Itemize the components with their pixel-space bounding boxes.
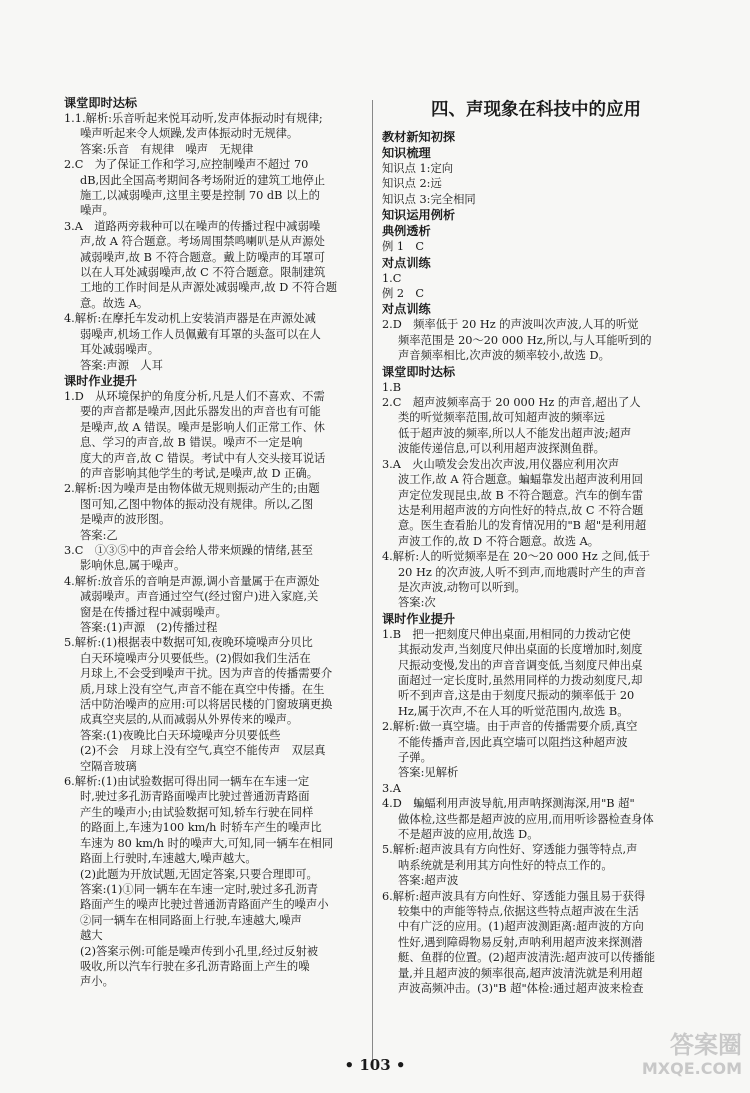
text-line: 4.D 蝙蝠利用声波导航,用声呐探测海深,用"B 超" xyxy=(382,797,635,811)
section-heading: 课堂即时达标 xyxy=(382,364,456,379)
text-line: 子弹。 xyxy=(398,751,432,764)
text-line: 2.解析:做一真空墙。由于声音的传播需要介质,真空 xyxy=(382,720,638,734)
text-line: 是噪声的波形图。 xyxy=(80,513,171,527)
section-heading: 教材新知初探 xyxy=(382,130,456,144)
text-line: 3.A 火山喷发会发出次声波,用仪器应利用次声 xyxy=(382,457,620,471)
text-line: 5.解析:超声波具有方向性好、穿透能力强等特点,声 xyxy=(382,843,638,857)
text-line: 答案:(1)①同一辆车在车速一定时,驶过多孔沥青 xyxy=(80,882,319,896)
text-line: 3.A xyxy=(382,781,401,795)
text-line: 答案:乐音 有规律 噪声 无规律 xyxy=(80,142,254,156)
text-line: 弱噪声,机场工作人员佩戴有耳罩的头盔可以在人 xyxy=(80,327,321,341)
text-line: 尺振动变慢,发出的声音音调变低,当刻度尺伸出桌 xyxy=(398,658,643,672)
text-line: 3.A 道路两旁栽种可以在噪声的传播过程中减弱噪 xyxy=(64,219,321,233)
text-line: 例 2 C xyxy=(382,287,425,301)
text-line: 其振动发声,当刻度尺伸出桌面的长度增加时,刻度 xyxy=(398,643,643,657)
text-line: 是次声波,动物可以听到。 xyxy=(398,580,526,594)
text-line: 噪声听起来令人烦躁,发声体振动时无规律。 xyxy=(80,127,299,141)
text-line: 6.解析:超声波具有方向性好、穿透能力强且易于获得 xyxy=(382,889,646,903)
text-line: 要的声音都是噪声,因此乐器发出的声音也有可能 xyxy=(80,405,321,419)
text-line: 6.解析:(1)由试验数据可得出同一辆车在车速一定 xyxy=(64,775,310,789)
section-heading: 课时作业提升 xyxy=(64,373,138,388)
text-line: (2)不会 月球上没有空气,真空不能传声 双层真 xyxy=(80,744,326,758)
right-column-body xyxy=(382,129,690,997)
text-line: 路面上行驶时,车速越大,噪声越大。 xyxy=(80,852,257,866)
text-line: 活中防治噪声的应用:可以将居民楼的门窗玻璃更换 xyxy=(80,698,333,712)
text-line: 波能传递信息,可以利用超声波探测鱼群。 xyxy=(398,442,605,456)
text-line: dB,因此全国高考期间各考场附近的建筑工地停止 xyxy=(80,173,326,187)
text-line: 艇、鱼群的位置。(2)超声波清洗:超声波可以传播能 xyxy=(398,951,656,965)
text-line: 空隔音玻璃 xyxy=(80,759,137,773)
text-line: 2.C 为了保证工作和学习,应控制噪声不超过 70 xyxy=(64,158,309,172)
text-line: 不是超声波的应用,故选 D。 xyxy=(398,828,539,842)
text-line: 产生的噪声小;由试验数据可知,轿车行驶在同样 xyxy=(80,805,314,819)
text-line: 做体检,这些都是超声波的应用,而用听诊器检查身体 xyxy=(398,812,654,826)
right-column xyxy=(382,95,690,997)
text-line: 3.C ①③⑤中的声音会给人带来烦躁的情绪,甚至 xyxy=(64,543,313,557)
text-line: (2)答案示例:可能是噪声传到小孔里,经过反射被 xyxy=(80,944,319,958)
text-line: 月球上,不会受到噪声干扰。因为声音的传播需要介 xyxy=(80,667,333,681)
text-line: 性好,遇到障碍物易反射,声呐利用超声波来探测潜 xyxy=(398,935,643,949)
text-line: 窗是在传播过程中减弱噪声。 xyxy=(80,605,227,619)
text-line: 频率范围是 20～20 000 Hz,所以,与人耳能听到的 xyxy=(398,333,652,347)
text-line: 20 Hz 的次声波,人听不到声,而地震时产生的声音 xyxy=(398,565,646,579)
text-line: 答案:次 xyxy=(398,596,436,610)
text-line: 达是利用超声波的方向性好的特点,故 C 不符合题 xyxy=(398,503,644,517)
text-line: 类的听觉频率范围,故可知超声波的频率远 xyxy=(398,411,605,425)
text-line: 5.解析:(1)根据表中数据可知,夜晚环境噪声分贝比 xyxy=(64,636,313,650)
text-line: 答案:声源 人耳 xyxy=(80,358,163,372)
text-line: 2.D 频率低于 20 Hz 的声波叫次声波,人耳的听觉 xyxy=(382,318,639,332)
text-line: 质,月球上没有空气,声音不能在真空中传播。在生 xyxy=(80,682,325,696)
text-line: 2.C 超声波频率高于 20 000 Hz 的声音,超出了人 xyxy=(382,396,641,410)
text-line: 声音频率相比,次声波的频率较小,故选 D。 xyxy=(398,349,610,363)
text-line: 1.1.解析:乐音听起来悦耳动听,发声体振动时有规律; xyxy=(64,112,323,125)
text-line: 声波工作的,故 D 不符合题意。故选 A。 xyxy=(398,534,600,548)
text-line: 施工,以减弱噪声,这里主要是控制 70 dB 以上的 xyxy=(80,189,320,203)
text-line: 声,故 A 符合题意。考场周围禁鸣喇叭是从声源处 xyxy=(80,235,325,249)
text-line: 工地的工作时间是从声源处减弱噪声,故 D 不符合题 xyxy=(80,281,338,295)
text-line: 路面产生的噪声比驶过普通沥青路面产生的噪声小 xyxy=(80,898,329,912)
text-line: 意。医生查看胎儿的发育情况用的"B 超"是利用超 xyxy=(398,519,647,533)
section-heading: 课堂即时达标 xyxy=(64,96,138,110)
text-line: 1.C xyxy=(382,271,402,285)
section-heading: 对点训练 xyxy=(382,302,431,317)
section-heading: 知识梳理 xyxy=(382,146,431,160)
text-line: 听不到声音,这是由于刻度尺振动的频率低于 20 xyxy=(398,689,635,703)
text-line: 是噪声,故 A 错误。噪声是影响人们正常工作、休 xyxy=(80,420,325,434)
text-line: 答案:见解析 xyxy=(398,766,459,780)
text-line: 度大的声音,故 C 错误。考试中有人交头接耳说话 xyxy=(80,451,326,465)
text-line: ②同一辆车在相同路面上行驶,车速越大,噪声 xyxy=(80,913,302,927)
text-line: 波工作,故 A 符合题意。蝙蝠靠发出超声波利用回 xyxy=(398,473,643,487)
text-line: 答案:乙 xyxy=(80,528,118,542)
watermark-text: 答案圈 xyxy=(670,1031,742,1059)
text-line: 呐系统就是利用其方向性好的特点工作的。 xyxy=(398,858,613,872)
text-line: 声定位发现昆虫,故 B 不符合题意。汽车的倒车雷 xyxy=(398,488,644,502)
text-line: 中有广泛的应用。(1)超声波测距离:超声波的方向 xyxy=(398,920,644,934)
section-heading: 知识运用例析 xyxy=(382,208,456,223)
text-line: 减弱噪声,故 B 不符合题意。戴上防噪声的耳罩可 xyxy=(80,250,326,264)
text-line: Hz,属于次声,不在人耳的听觉范围内,故选 B。 xyxy=(398,704,629,718)
text-line: 答案:(1)声源 (2)传播过程 xyxy=(80,621,218,634)
text-line: 4.解析:在摩托车发动机上安装消声器是在声源处减 xyxy=(64,312,316,326)
text-line: 知识点 1:定向 xyxy=(382,162,454,175)
text-line: 影响休息,属于噪声。 xyxy=(80,559,186,573)
text-line: 较集中的声能等特点,依据这些特点超声波在生活 xyxy=(398,905,639,919)
text-line: 噪声。 xyxy=(80,204,114,218)
text-line: 4.解析:放音乐的音响是声源,调小音量属于在声源处 xyxy=(64,574,320,588)
text-line: 1.B xyxy=(382,380,402,394)
text-line: 知识点 2:远 xyxy=(382,177,442,191)
text-line: 声波高频冲击。(3)"B 超"体检:通过超声波来检查 xyxy=(398,982,644,996)
text-line: 不能传播声音,因此真空墙可以阻挡这种超声波 xyxy=(398,735,628,749)
section-title: 四、声现象在科技中的应用 xyxy=(431,100,641,120)
text-line: 面超过一定长度时,虽然用同样的力拨动刻度尺,却 xyxy=(398,673,643,687)
text-line: 成真空夹层的,从而减弱从外界传来的噪声。 xyxy=(80,713,299,727)
text-line: 答案:超声波 xyxy=(398,874,459,888)
text-line: 时,驶过多孔沥青路面噪声比驶过普通沥青路面 xyxy=(80,790,310,804)
text-line: 以在人耳处减弱噪声,故 C 不符合题意。限制建筑 xyxy=(80,266,326,280)
watermark-url: MXQE.COM xyxy=(641,1059,742,1078)
text-line: 的声音影响其他学生的考试,是噪声,故 D 正确。 xyxy=(80,466,319,480)
text-line: 答案:(1)夜晚比白天环境噪声分贝要低些 xyxy=(80,728,281,742)
page-number: • 103 • xyxy=(344,1056,406,1074)
section-heading: 对点训练 xyxy=(382,255,431,270)
text-line: 白天环境噪声分贝要低些。(2)假如我们生活在 xyxy=(80,651,311,665)
text-line: 越大 xyxy=(80,929,103,943)
text-line: 知识点 3:完全相同 xyxy=(382,192,476,206)
text-line: 4.解析:人的听觉频率是在 20～20 000 Hz 之间,低于 xyxy=(382,550,651,564)
text-line: 耳处减弱噪声。 xyxy=(80,343,160,357)
text-line: 声小。 xyxy=(80,975,114,989)
text-line: 减弱噪声。声音通过空气(经过窗户)进入家庭,关 xyxy=(80,590,319,604)
left-column xyxy=(64,95,364,990)
section-heading: 课时作业提升 xyxy=(382,611,456,626)
text-line: (2)此题为开放试题,无固定答案,只要合理即可。 xyxy=(80,867,318,881)
text-line: 低于超声波的频率,所以人不能发出超声波;超声 xyxy=(398,426,632,440)
text-line: 例 1 C xyxy=(382,240,425,254)
watermark-logo xyxy=(642,1033,742,1081)
text-line: 息、学习的声音,故 B 错误。噪声不一定是响 xyxy=(80,436,303,450)
text-line: 1.B 把一把刻度尺伸出桌面,用相同的力拨动它使 xyxy=(382,627,631,641)
text-line: 图可知,乙图中物体的振动没有规律。所以,乙图 xyxy=(80,497,314,511)
column-divider xyxy=(372,100,373,1060)
text-line: 意。故选 A。 xyxy=(80,296,149,310)
section-heading: 典例透析 xyxy=(382,224,431,239)
text-line: 吸收,所以汽车行驶在多孔沥青路面上产生的噪 xyxy=(80,959,310,973)
text-line: 车速为 80 km/h 时的噪声大,可知,同一辆车在相同 xyxy=(80,836,334,850)
text-line: 量,并且超声波的频率很高,超声波清洗就是利用超 xyxy=(398,966,643,980)
text-line: 2.解析:因为噪声是由物体做无规则振动产生的;由题 xyxy=(64,482,320,496)
text-line: 的路面上,车速为100 km/h 时轿车产生的噪声比 xyxy=(80,821,322,835)
text-line: 1.D 从环境保护的角度分析,凡是人们不喜欢、不需 xyxy=(64,389,325,403)
